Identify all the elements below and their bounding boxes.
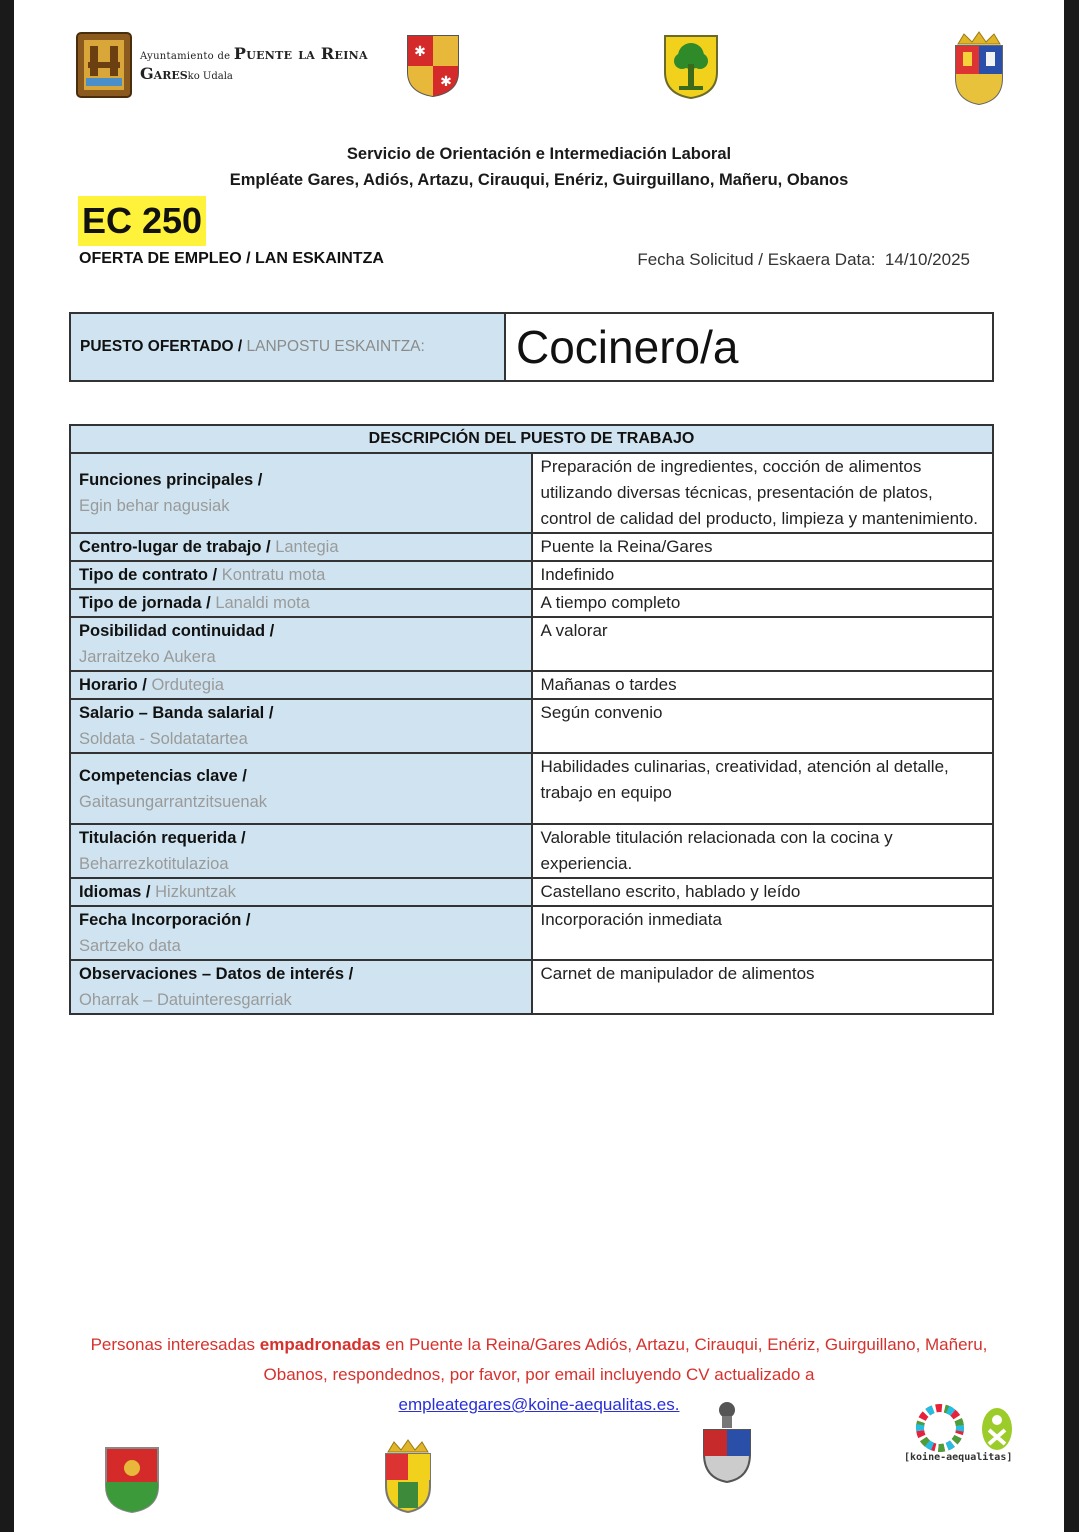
table-row: [70, 561, 993, 589]
row-key: Tipo de jornada /: [79, 594, 211, 612]
row-key: Tipo de contrato /: [79, 566, 218, 584]
row-key: Salario – Banda salarial /: [79, 704, 274, 722]
row-key-eu: Sartzeko data: [79, 937, 181, 955]
table-row: [70, 906, 993, 960]
row-value: Valorable titulación relacionada con la cocina y experiencia.: [532, 824, 994, 878]
service-subtitle: Empléate Gares, Adiós, Artazu, Cirauqui, Enériz, Guirguillano, Mañeru, Obanos: [229, 171, 849, 189]
sdg-wheel-icon: [912, 1404, 972, 1452]
job-description-table: [69, 424, 994, 1015]
footer-contact-text: Personas interesadas empadronadas en Puente la Reina/Gares Adiós, Artazu, Cirauqui, Enériz, Guirguillano, Mañeru, Obanos, respondednos, por favor, por email incluyendo CV actualizado a empleategares@koine-aequalitas.es.: [90, 1335, 988, 1414]
row-value: Según convenio: [532, 699, 994, 753]
table-row: [70, 453, 993, 533]
row-value: Indefinido: [532, 561, 994, 589]
row-key: Horario /: [79, 676, 147, 694]
row-key: Titulación requerida /: [79, 829, 246, 847]
organization-name: Ayuntamiento de Puente la Reina Garesko Udala: [140, 44, 368, 83]
table-title: DESCRIPCIÓN DEL PUESTO DE TRABAJO: [70, 425, 993, 453]
row-key-eu: Jarraitzeko Aukera: [79, 648, 216, 666]
row-key: Fecha Incorporación /: [79, 911, 251, 929]
table-row: [70, 617, 993, 671]
request-date-label: Fecha Solicitud / Eskaera Data:: [637, 250, 876, 269]
position-value: Cocinero/a: [516, 321, 739, 373]
table-row: [70, 699, 993, 753]
row-key-eu: Soldata - Soldatatartea: [79, 730, 248, 748]
position-box: [69, 312, 994, 382]
row-key-eu: Kontratu mota: [221, 566, 326, 584]
row-key-eu: Gaitasungarrantzitsuenak: [79, 792, 268, 811]
row-key: Posibilidad continuidad /: [79, 622, 275, 640]
red-green-crest-icon: [104, 1446, 160, 1514]
row-key-eu: Hizkuntzak: [155, 883, 236, 901]
row-value: Incorporación inmediata: [532, 906, 994, 960]
row-key: Funciones principales /: [79, 471, 263, 489]
svg-text:✱: ✱: [414, 44, 426, 60]
row-key-eu: Ordutegia: [151, 676, 224, 694]
row-key-eu: Beharrezkotitulazioa: [79, 855, 229, 873]
row-key-eu: Lantegia: [275, 538, 339, 556]
row-value: Puente la Reina/Gares: [532, 533, 994, 561]
row-key: Idiomas /: [79, 883, 151, 901]
crowned-crest-icon: [950, 30, 1008, 106]
koine-logo-icon: [980, 1406, 1014, 1452]
row-key: Competencias clave /: [79, 766, 247, 785]
crowned-yellow-crest-icon: [380, 1438, 436, 1514]
knight-crest-icon: [700, 1398, 754, 1484]
request-date-value: 14/10/2025: [884, 250, 970, 269]
service-title: Servicio de Orientación e Intermediación Laboral: [346, 145, 732, 163]
request-date: [637, 250, 970, 270]
row-value: A valorar: [532, 617, 994, 671]
table-row: [70, 589, 993, 617]
row-key-eu: Lanaldi mota: [215, 594, 310, 612]
table-row: [70, 824, 993, 878]
row-key-eu: Oharrak – Datuinteresgarriak: [79, 991, 292, 1009]
table-row: [70, 671, 993, 699]
document-page: [14, 0, 1064, 1532]
table-row: [70, 753, 993, 824]
tree-crest-icon: [663, 34, 719, 100]
contact-email-link[interactable]: empleategares@koine-aequalitas.es.: [398, 1395, 680, 1414]
table-row: [70, 533, 993, 561]
table-row: [70, 960, 993, 1014]
row-key: Centro-lugar de trabajo /: [79, 538, 271, 556]
row-value: Mañanas o tardes: [532, 671, 994, 699]
offer-code: EC 250: [78, 196, 206, 246]
row-value: Habilidades culinarias, creatividad, atención al detalle, trabajo en equipo: [532, 753, 994, 824]
puente-la-reina-crest-icon: [76, 32, 132, 98]
table-row: [70, 878, 993, 906]
row-value: A tiempo completo: [532, 589, 994, 617]
offer-type-label: OFERTA DE EMPLEO / LAN ESKAINTZA: [79, 250, 384, 267]
koine-label: [koine-aequalitas]: [904, 1452, 1013, 1463]
row-value: Preparación de ingredientes, cocción de alimentos utilizando diversas técnicas, presentación de platos, control de calidad del producto, limpieza y mantenimiento.: [532, 453, 994, 533]
position-label: PUESTO OFERTADO / LANPOSTU ESKAINTZA:: [71, 314, 506, 380]
row-key: Observaciones – Datos de interés /: [79, 965, 354, 983]
row-key-eu: Egin behar nagusiak: [79, 497, 230, 515]
row-value: Carnet de manipulador de alimentos: [532, 960, 994, 1014]
svg-text:✱: ✱: [440, 74, 452, 90]
row-value: Castellano escrito, hablado y leído: [532, 878, 994, 906]
municipal-crest-quartered-icon: [406, 34, 460, 98]
